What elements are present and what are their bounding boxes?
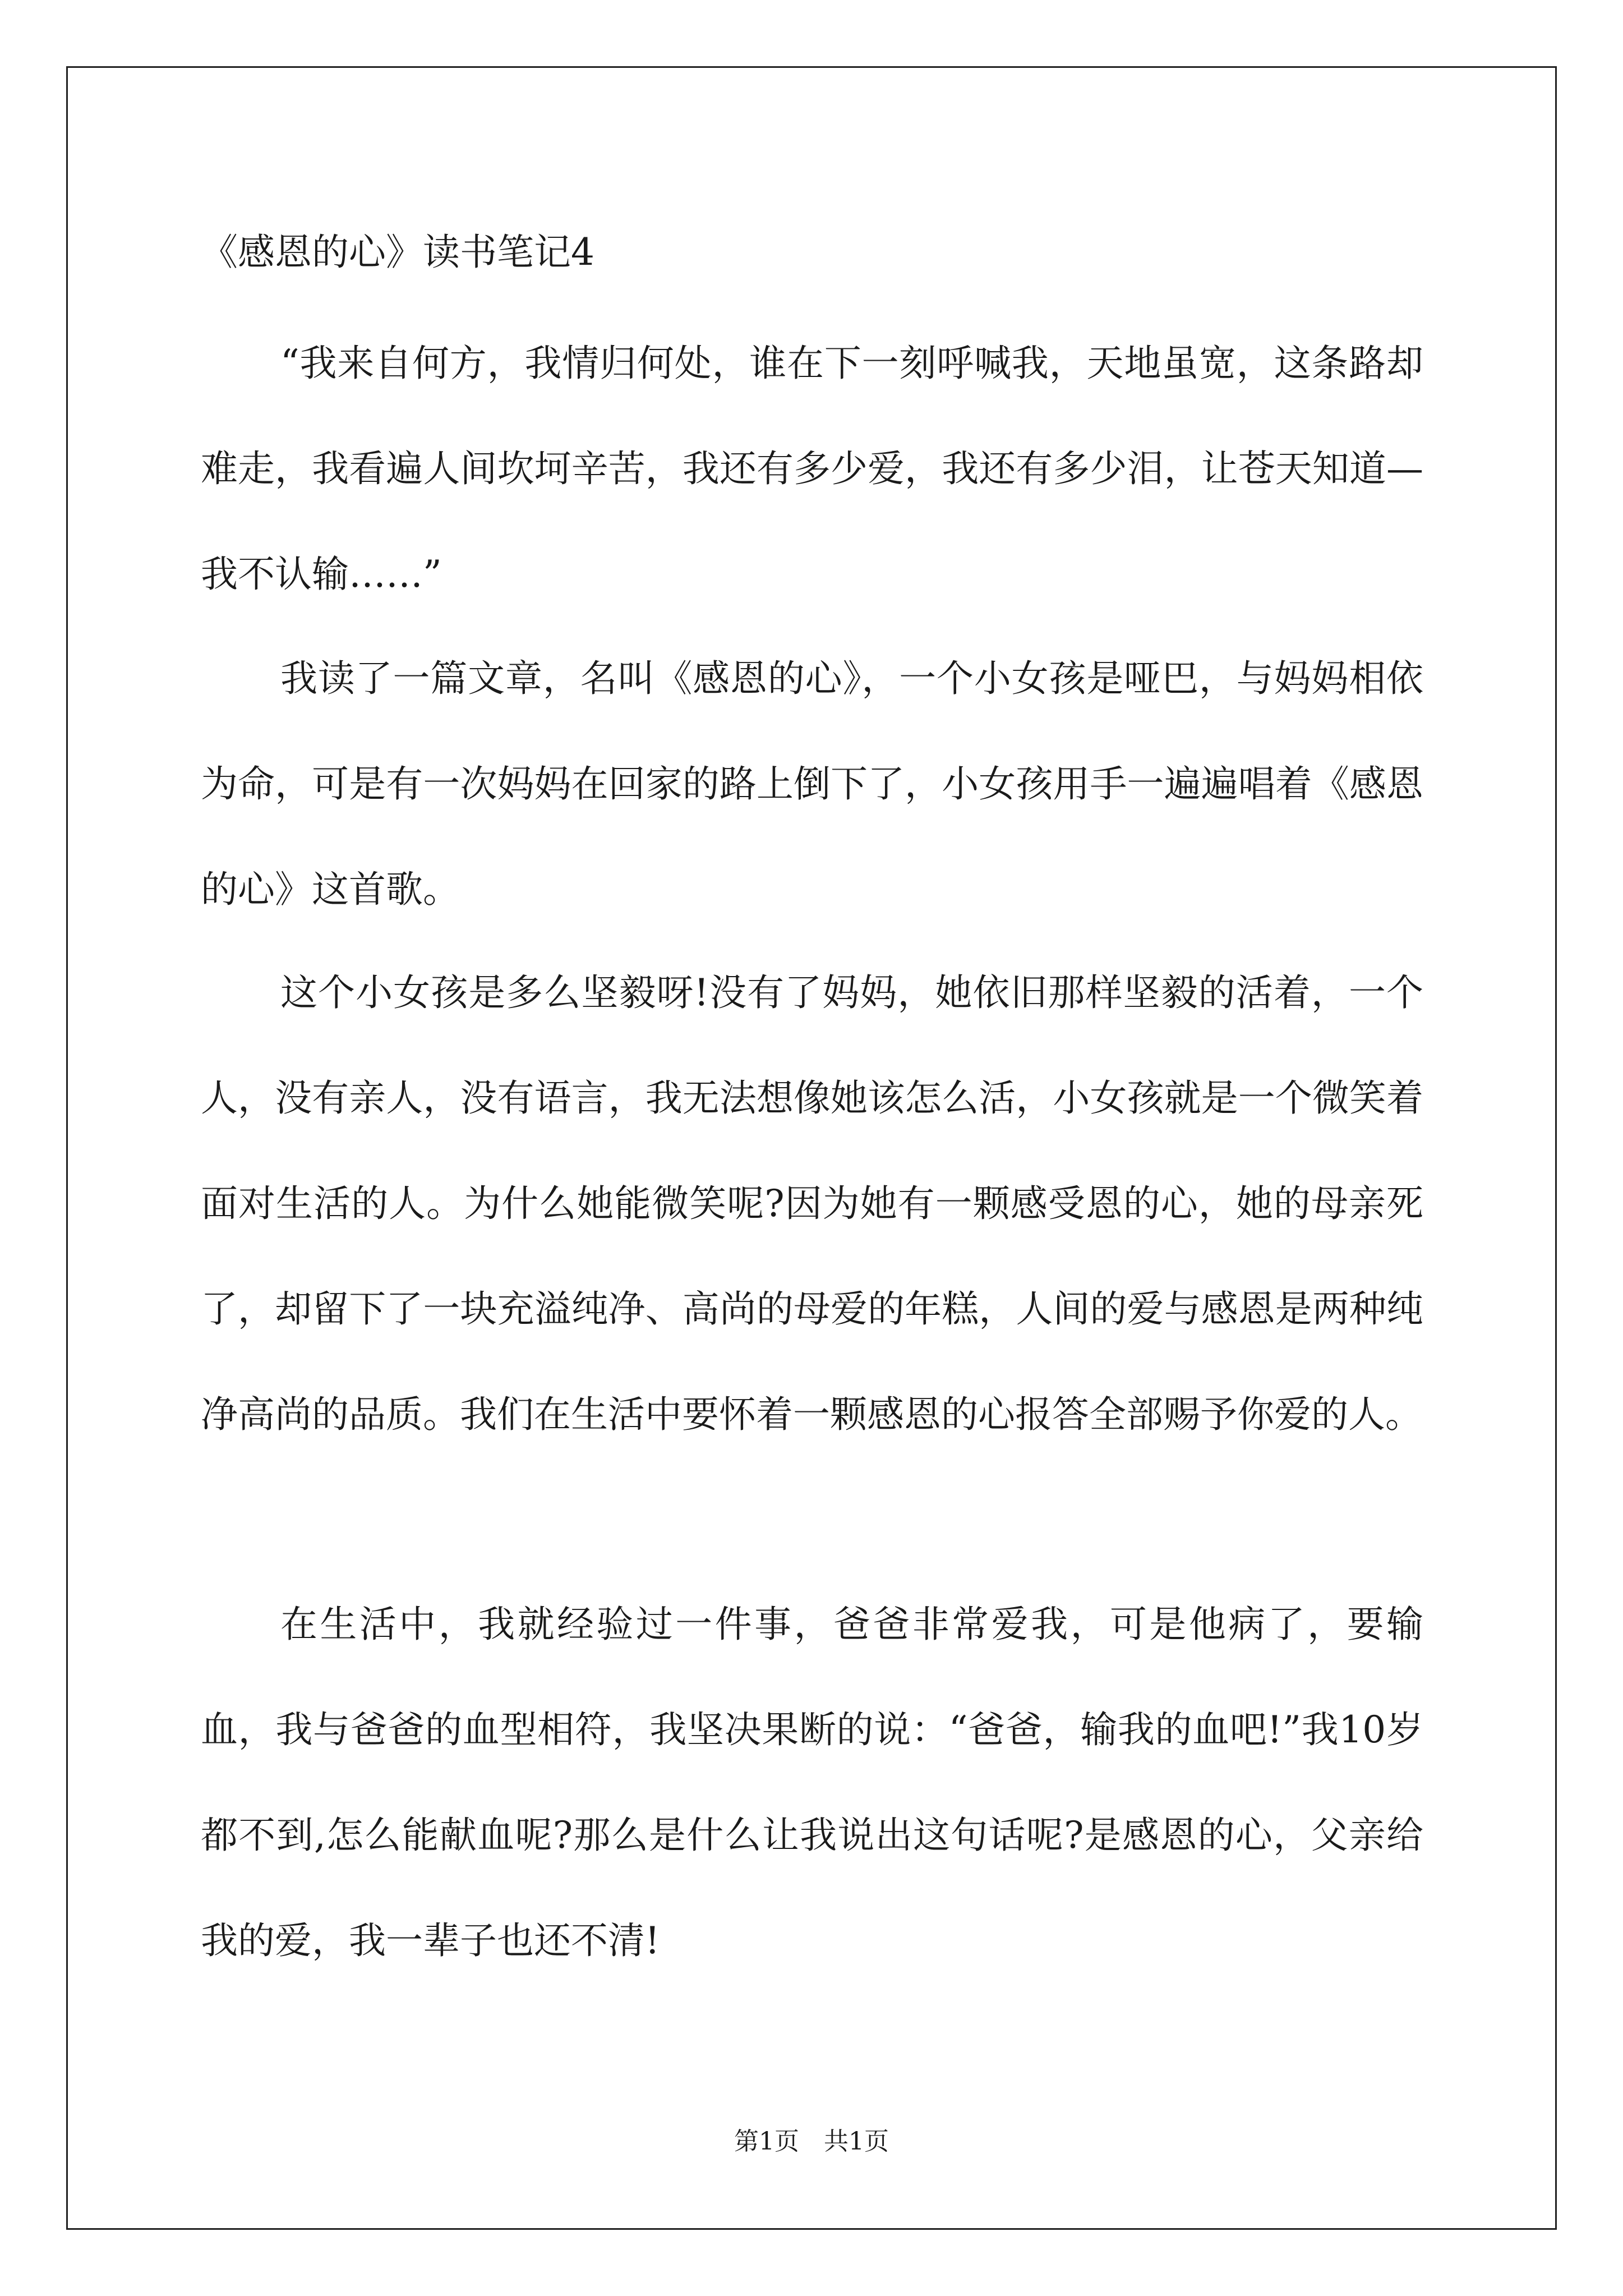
- paragraph-personal-experience: 在生活中，我就经验过一件事，爸爸非常爱我，可是他病了，要输血，我与爸爸的血型相符，我坚决果断的说：“爸爸，输我的血吧!”我10岁都不到,怎么能献血呢?那么是什么让我说出这句话呢?是感恩的心，父亲给我的爱，我一辈子也还不清!: [201, 1603, 1423, 1962]
- paragraph-lyrics-quote: “我来自何方，我情归何处，谁在下一刻呼喊我，天地虽宽，这条路却难走，我看遍人间坎坷辛苦，我还有多少爱，我还有多少泪，让苍天知道—我不认输……”: [201, 342, 1423, 596]
- page-footer: 第1页 共1页: [734, 2127, 889, 2156]
- paragraph-reflection: 这个小女孩是多么坚毅呀!没有了妈妈，她依旧那样坚毅的活着，一个人，没有亲人，没有语言，我无法想像她该怎么活，小女孩就是一个微笑着面对生活的人。为什么她能微笑呢?因为她有一颗感受恩的心，她的母亲死了，却留下了一块充溢纯净、高尚的母爱的年糕，人间的爱与感恩是两种纯净高尚的品质。我们在生活中要怀着一颗感恩的心报答全部赐予你爱的人。: [201, 971, 1423, 1436]
- document-title: 《感恩的心》读书笔记4: [201, 231, 594, 274]
- paragraph-article-summary: 我读了一篇文章，名叫《感恩的心》，一个小女孩是哑巴，与妈妈相依为命，可是有一次妈妈在回家的路上倒下了，小女孩用手一遍遍唱着《感恩的心》这首歌。: [201, 657, 1423, 911]
